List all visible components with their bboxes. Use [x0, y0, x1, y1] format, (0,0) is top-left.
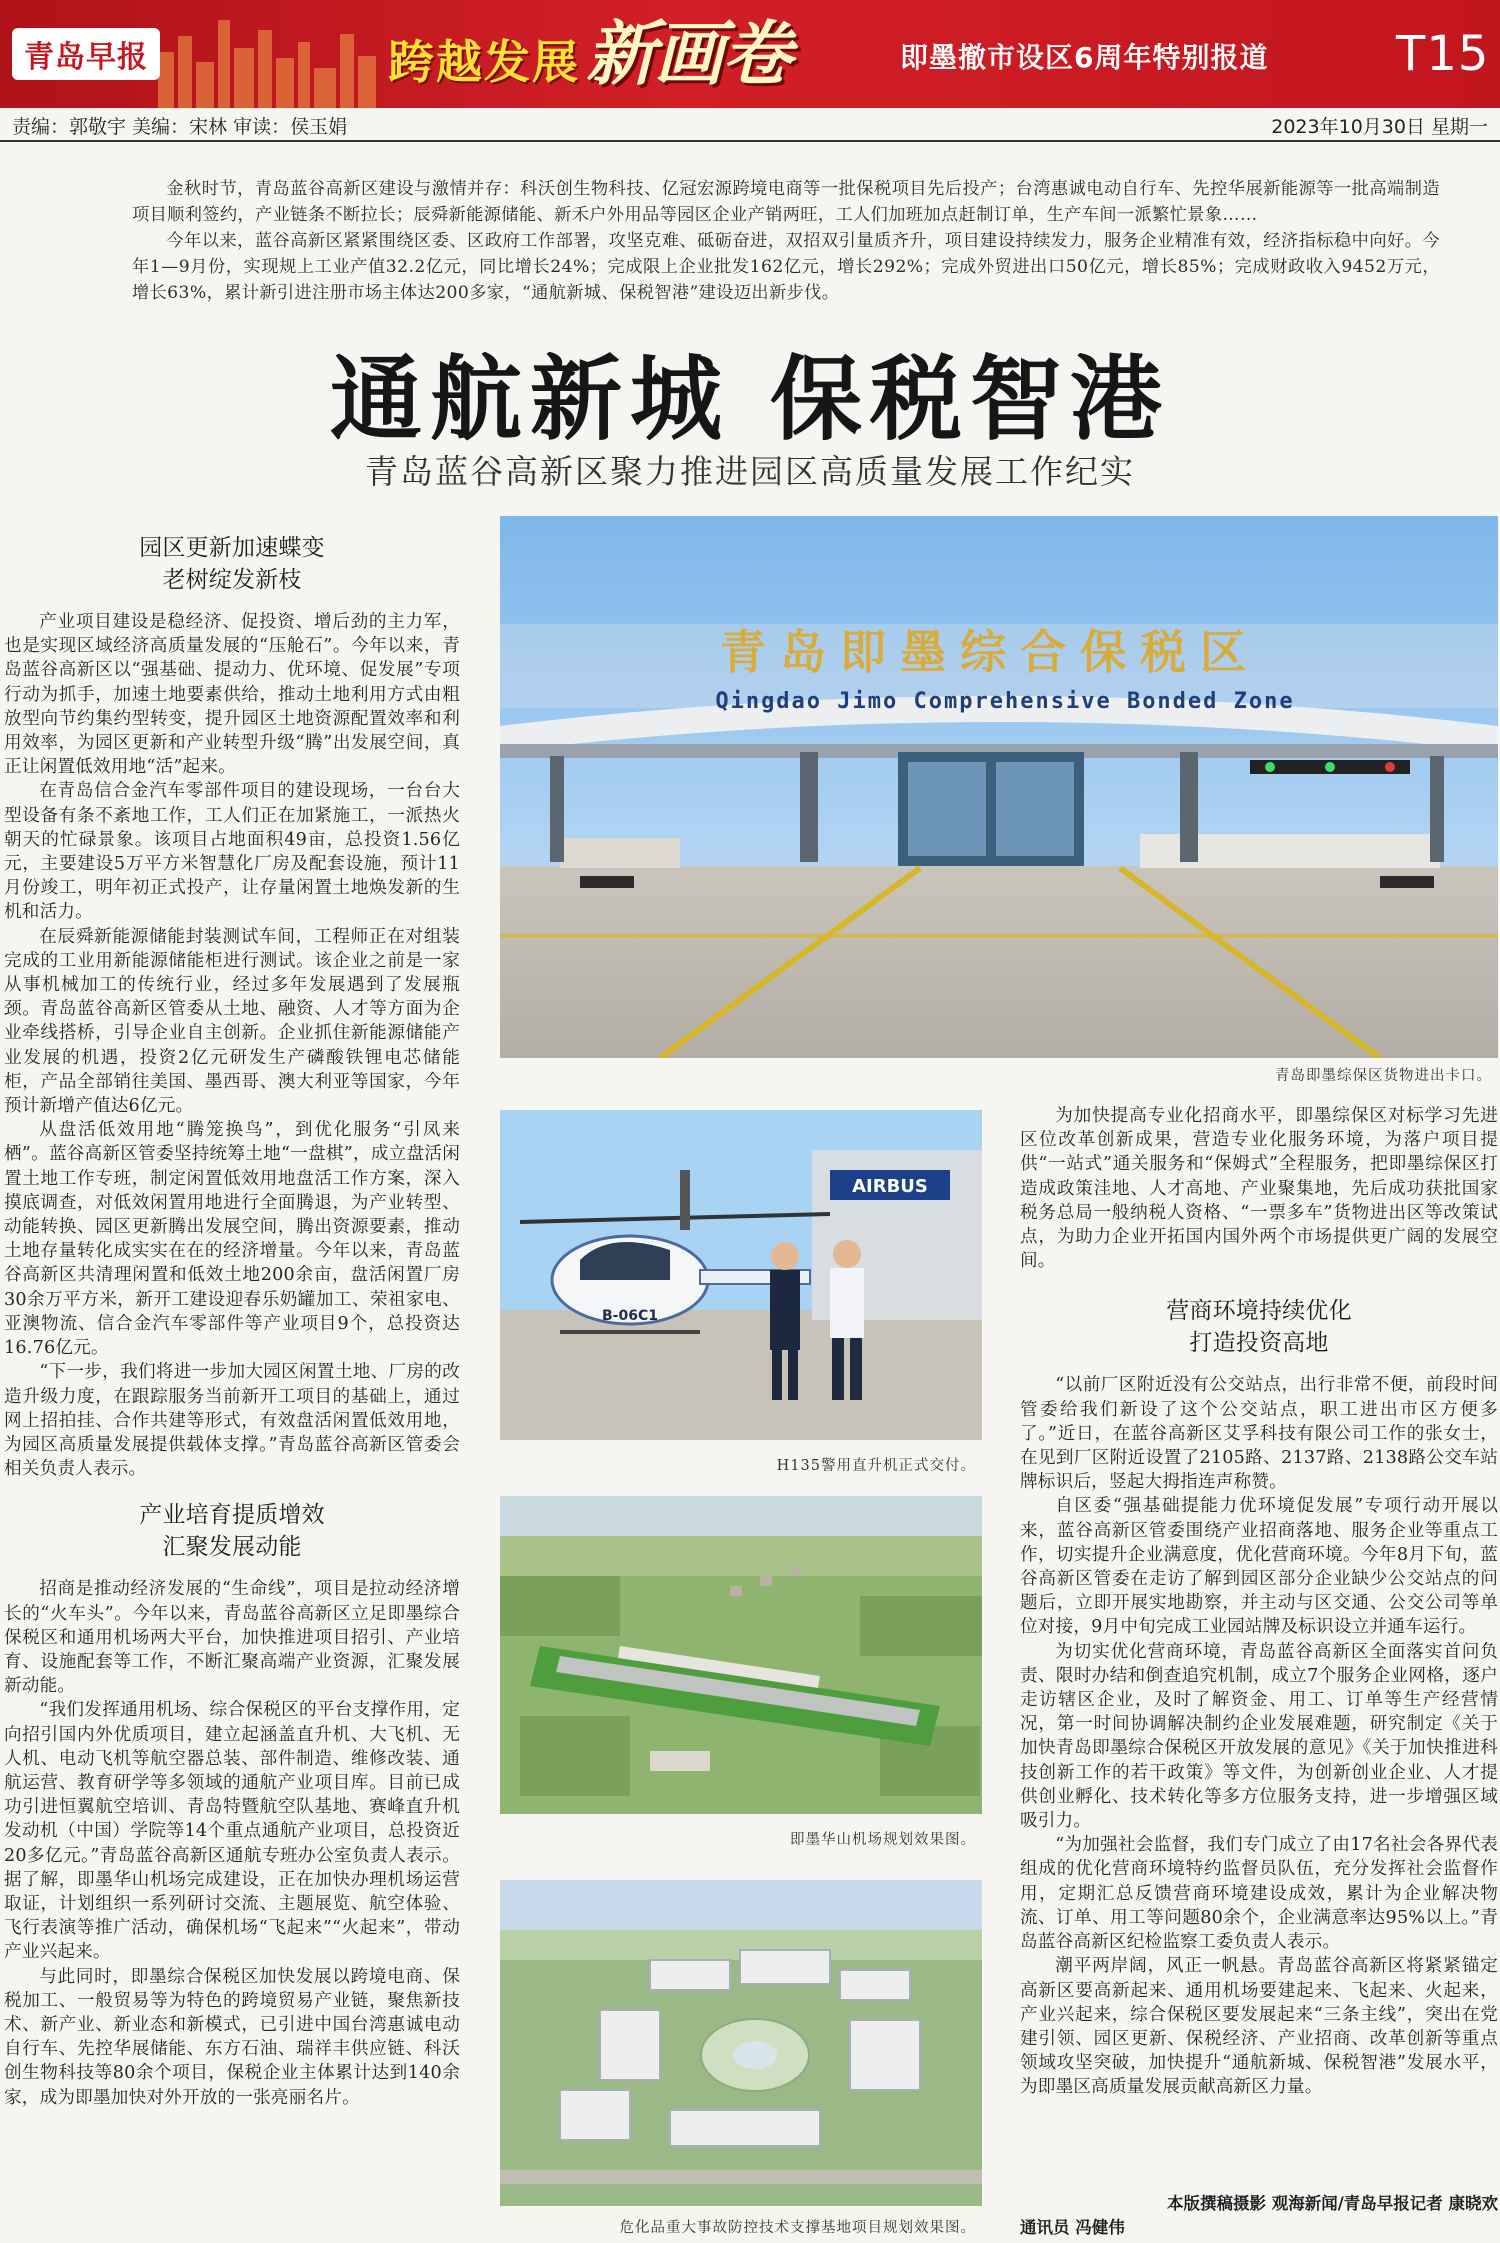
newspaper-logo[interactable]: 青岛早报 [12, 28, 160, 80]
photo-helicopter[interactable] [500, 1110, 982, 1440]
article-paragraph: 招商是推动经济发展的“生命线”，项目是拉动经济增长的“火车头”。今年以来，青岛蓝谷高新区立足即墨综合保税区和通用机场两大平台，加快推进项目招引、产业培育、设施配套等工作，不断汇聚高端产业资源，汇聚发展新动能。 [4, 1579, 460, 1697]
article-paragraph: 在辰舜新能源储能封装测试车间，工程师正在对组装完成的工业用新能源储能柜进行测试。该企业之前是一家从事机械加工的传统行业，经过多年发展遇到了发展瓶颈。青岛蓝谷高新区管委从土地、融资、人才等方面为企业牵线搭桥，引导企业自主创新。企业抓住新能源储能产业发展的机遇，投资2亿元研发生产磷酸铁锂电芯储能柜，产品全部销往美国、墨西哥、澳大利亚等国家，今年预计新增产值达6亿元。 [4, 926, 460, 1117]
article-paragraph: 为切实优化营商环境，青岛蓝谷高新区全面落实首问负责、限时办结和倒查追究机制，成立7个服务企业网格，逐户走访辖区企业，及时了解资金、用工、订单等生产经营情况，第一时间协调解决制约企业发展难题，研究制定《关于加快青岛即墨综合保税区开放发展的意见》《关于加快推进科技创新工作的若干政策》等文件，为创新创业企业、人才提供创业孵化、技术转化等多方位服务支持，进一步增强区域吸引力。 [1020, 1641, 1498, 1832]
right-column [1020, 1104, 1498, 2240]
special-report-banner [388, 14, 790, 94]
article-paragraph: “以前厂区附近没有公交站点，出行非常不便，前段时间管委给我们新设了这个公交站点，职工进出市区方便多了。”近日，在蓝谷高新区艾孚科技有限公司工作的张女士，在见到厂区附近设置了2105路、2137路、2138路公交车站牌标识后，竖起大拇指连声称赞。 [1020, 1375, 1498, 1493]
article-byline: 本版撰稿摄影 观海新闻/青岛早报记者 康晓欢 通讯员 冯健伟 [1020, 2194, 1498, 2237]
intro-paragraph: 今年以来，蓝谷高新区紧紧围绕区委、区政府工作部署，攻坚克难、砥砺奋进，双招双引量质齐升，项目建设持续发力，服务企业精准有效，经济指标稳中向好。今年1—9月份，实现规上工业产值32.2亿元，同比增长24%；完成限上企业批发162亿元，增长292%；完成外贸进出口50亿元，增长85%；完成财政收入9452万元，增长63%，累计新引进注册市场主体达200多家，“通航新城、保税智港”建设迈出新步伐。 [132, 231, 1440, 303]
page-subheadline: 青岛蓝谷高新区聚力推进园区高质量发展工作纪实 [365, 452, 1135, 491]
photo-caption: 危化品重大事故防控技术支撑基地项目规划效果图。 [619, 2220, 976, 2236]
banner-subtitle: 即墨撤市设区6周年特别报道 [900, 41, 1269, 74]
article-paragraph: 自区委“强基础提能力优环境促发展”专项行动开展以来，蓝谷高新区管委围绕产业招商落地、服务企业等重点工作，切实提升企业满意度，优化营商环境。今年8月下旬，蓝谷高新区管委在走访了解到园区部分企业缺少公交站点的问题后，立即开展实地勘察，并主动与区交通、公交公司等单位对接，9月中旬完成工业园站牌及标识设立并通车运行。 [1020, 1496, 1498, 1638]
airbus-sign: AIRBUS [852, 1176, 928, 1197]
photo-safety-base-plan[interactable] [500, 1880, 982, 2206]
banner-text-1: 跨越发展 [388, 35, 580, 89]
article-paragraph: “下一步，我们将进一步加大园区闲置土地、厂房的改造升级力度，在跟踪服务当前新开工项目的基础上，通过网上招拍挂、合作共建等形式，有效盘活闲置低效用地，为园区高质量发展提供载体支撑。”青岛蓝谷高新区管委会相关负责人表示。 [4, 1362, 460, 1480]
page-number: T15 [1396, 26, 1490, 82]
article-paragraph: “为加强社会监督，我们专门成立了由17名社会各界代表组成的优化营商环境特约监督员队伍，充分发挥社会监督作用，定期汇总反馈营商环境建设成效，累计为企业解决物流、订单、用工等问题80余个，企业满意率达95%以上。”青岛蓝谷高新区纪检监察工委负责人表示。 [1020, 1835, 1498, 1953]
issue-date: 2023年10月30日 星期一 [1271, 116, 1488, 138]
photo-bonded-zone-gate[interactable] [500, 516, 1498, 1058]
registration-text: B-06C1 [602, 1308, 658, 1324]
article-paragraph: 从盘活低效用地“腾笼换鸟”，到优化服务“引凤来栖”。蓝谷高新区管委坚持统筹土地“一盘棋”，成立盘活闲置土地工作专班，制定闲置低效用地盘活工作方案，深入摸底调查，对低效闲置用地进行全面腾退，为产业转型、动能转换、园区更新腾出发展空间，腾出资源要素，推动土地存量转化成实实在在的经济增量。今年以来，青岛蓝谷高新区共清理闲置和低效土地200余亩，盘活闲置厂房30余万平方米，新开工建设迎春乐奶罐加工、荣祖家电、亚澳物流、信合金汽车零部件等产业项目9个，总投资达16.76亿元。 [4, 1120, 460, 1359]
photo-airport-plan[interactable] [500, 1496, 982, 1814]
article-intro [132, 176, 1440, 306]
article-paragraph: 为加快提高专业化招商水平，即墨综保区对标学习先进区位改革创新成果，营造专业化服务环境，为落户项目提供“一站式”通关服务和“保姆式”全程服务，把即墨综保区打造成政策洼地、人才高地、产业聚集地，先后成功获批国家税务总局一般纳税人资格、“一票多车”货物进出区等改策试点，为助力企业开拓国内国外两个市场提供更广阔的发展空间。 [1020, 1106, 1498, 1272]
photo-caption: H135警用直升机正式交付。 [776, 1458, 976, 1474]
masthead [0, 0, 1500, 108]
photo-caption: 即墨华山机场规划效果图。 [790, 1832, 976, 1848]
skyline-graphic [150, 12, 390, 108]
article-paragraph: 与此同时，即墨综合保税区加快发展以跨境电商、保税加工、一般贸易等为特色的跨境贸易产业链，聚焦新技术、新产业、新业态和新模式，已引进中国台湾惠诚电动自行车、先控华展储能、东方石油、瑞祥丰供应链、科沃创生物科技等80余个项目，保税企业主体累计达到140余家，成为即墨加快对外开放的一张亮丽名片。 [4, 1966, 460, 2108]
section-title: 产业培育提质增效 汇聚发展动能 [139, 1502, 325, 1561]
article-paragraph: 产业项目建设是稳经济、促投资、增后劲的主力军，也是实现区域经济高质量发展的“压舱石”。今年以来，青岛蓝谷高新区以“强基础、提动力、优环境、促发展”专项行动为抓手，加速土地要素供给，推动土地利用方式由粗放型向节约集约型转变，提升园区土地资源配置效率和利用效率，为园区更新和产业转型升级“腾”出发展空间，真正让闲置低效用地“活”起来。 [4, 612, 460, 778]
article-paragraph: 在青岛信合金汽车零部件项目的建设现场，一台台大型设备有条不紊地工作，工人们正在加紧施工，一派热火朝天的忙碌景象。该项目占地面积49亩，总投资1.56亿元，主要建设5万平方米智慧化厂房及配套设施，预计11月份竣工，明年初正式投产，让存量闲置土地焕发新的生机和活力。 [4, 781, 460, 923]
gate-sign-chinese: 青岛即墨综合保税区 [720, 625, 1260, 679]
header-rule [0, 140, 1500, 142]
section-title: 园区更新加速蝶变 老树绽发新枝 [139, 535, 325, 593]
left-column [4, 532, 460, 2240]
editor-credits: 责编：郭敬宇 美编：宋林 审读：侯玉娟 [12, 116, 348, 138]
intro-paragraph: 金秋时节，青岛蓝谷高新区建设与激情并存：科沃创生物科技、亿冠宏源跨境电商等一批保税项目先后投产；台湾惠诚电动自行车、先控华展新能源等一批高端制造项目顺利签约，产业链条不断拉长；辰舜新能源储能、新禾户外用品等园区企业产销两旺，工人们加班加点赶制订单，生产车间一派繁忙景象…… [132, 179, 1440, 225]
article-paragraph: 潮平两岸阔，风正一帆悬。青岛蓝谷高新区将紧紧锚定高新区要高新起来、通用机场要建起来、飞起来、火起来，产业兴起来，综合保税区要发展起来“三条主线”，突出在党建引领、园区更新、保税经济、产业招商、改革创新等重点领域攻坚突破，加快提升“通航新城、保税智港”发展水平，为即墨区高质量发展贡献高新区力量。 [1020, 1956, 1498, 2098]
banner-text-2: 新画卷 [586, 12, 790, 95]
article-paragraph: “我们发挥通用机场、综合保税区的平台支撑作用，定向招引国内外优质项目，建立起涵盖直升机、大飞机、无人机、电动飞机等航空器总装、部件制造、维修改装、通航运营、教育研学等多领域的通航产业项目库。目前已成功引进恒翼航空培训、青岛特暨航空队基地、赛峰直升机发动机（中国）学院等14个重点通航产业项目，总投资近20多亿元。”青岛蓝谷高新区通航专班办公室负责人表示。据了解，即墨华山机场完成建设，正在加快办理机场运营取证，计划组织一系列研讨交流、主题展览、航空体验、飞行表演等推广活动，确保机场“飞起来”“火起来”，带动产业兴起来。 [4, 1700, 460, 1963]
gate-sign-english: Qingdao Jimo Comprehensive Bonded Zone [715, 689, 1295, 714]
section-title: 营商环境持续优化 打造投资高地 [1166, 1298, 1352, 1357]
page-headline: 通航新城 保税智港 [329, 346, 1171, 453]
photo-caption: 青岛即墨综保区货物进出卡口。 [1275, 1068, 1492, 1084]
